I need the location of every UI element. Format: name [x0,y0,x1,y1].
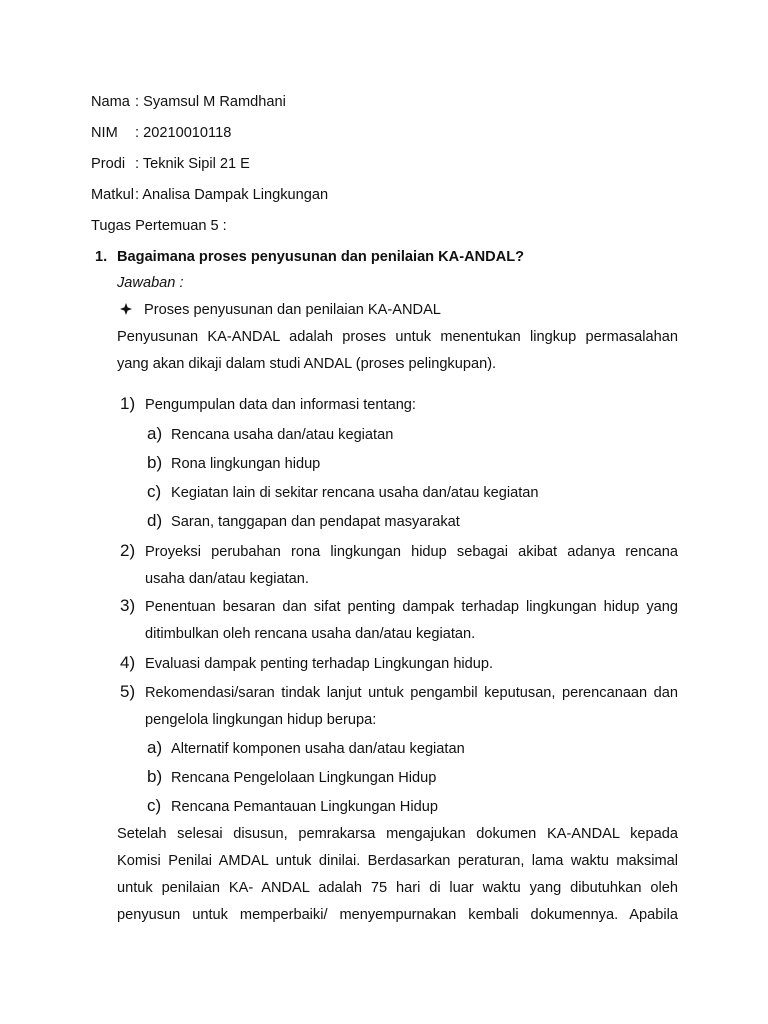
sub-text: Saran, tanggapan dan pendapat masyarakat [171,514,460,530]
sub-letter: b) [147,453,163,472]
sub-letter: a) [147,738,163,757]
sub-letter: a) [147,424,163,443]
matkul-value: : Analisa Dampak Lingkungan [135,187,329,203]
step-number: 3) [120,596,136,615]
sub-text: Rencana usaha dan/atau kegiatan [171,427,394,443]
sub-text: Rencana Pemantauan Lingkungan Hidup [171,799,438,815]
step-number: 2) [120,541,136,560]
step-number: 4) [120,653,136,672]
step-text: Rekomendasi/saran tindak lanjut untuk pengambil keputusan, perencanaan dan [145,685,678,701]
step-text: pengelola lingkungan hidup berupa: [145,712,377,728]
step-number: 1) [120,394,136,413]
step-text: usaha dan/atau kegiatan. [145,571,309,587]
prodi-label: Prodi [91,156,126,172]
tugas-title: Tugas Pertemuan 5 : [91,218,227,234]
step-text: Proyeksi perubahan rona lingkungan hidup sebagai akibat adanya rencana [145,544,678,560]
closing-line: Komisi Penilai AMDAL untuk dinilai. Berdasarkan peraturan, lama waktu maksimal [117,853,678,869]
nama-value: : Syamsul M Ramdhani [135,94,286,110]
sub-letter: b) [147,767,163,786]
nim-value: : 20210010118 [135,125,232,141]
bullet-text: Proses penyusunan dan penilaian KA-ANDAL [144,302,441,318]
prodi-value: : Teknik Sipil 21 E [135,156,250,172]
step-text: Penentuan besaran dan sifat penting dampak terhadap lingkungan hidup yang [145,599,678,615]
sub-letter: d) [147,511,163,530]
step-text: Pengumpulan data dan informasi tentang: [145,397,416,413]
sub-letter: c) [147,482,162,501]
sub-letter: c) [147,796,162,815]
step-text: ditimbulkan oleh rencana usaha dan/atau kegiatan. [145,626,476,642]
matkul-label: Matkul [91,187,134,203]
sub-text: Rencana Pengelolaan Lingkungan Hidup [171,770,437,786]
diamond-bullet-icon [120,303,132,315]
sub-text: Alternatif komponen usaha dan/atau kegiatan [171,741,465,757]
intro-line: yang akan dikaji dalam studi ANDAL (proses pelingkupan). [117,356,497,372]
step-text: Evaluasi dampak penting terhadap Lingkungan hidup. [145,656,494,672]
closing-line: penyusun untuk memperbaiki/ menyempurnakan kembali dokumennya. Apabila [117,907,678,923]
question-text: Bagaimana proses penyusunan dan penilaian KA-ANDAL? [117,249,525,265]
answer-label: Jawaban : [117,275,184,291]
nim-label: NIM [91,125,118,141]
nama-label: Nama [91,94,130,110]
question-number: 1. [95,249,108,265]
closing-line: Setelah selesai disusun, pemrakarsa mengajukan dokumen KA-ANDAL kepada [117,826,678,842]
intro-line: Penyusunan KA-ANDAL adalah proses untuk menentukan lingkup permasalahan [117,329,678,345]
closing-line: untuk penilaian KA- ANDAL adalah 75 hari di luar waktu yang dibutuhkan oleh [117,880,678,896]
step-number: 5) [120,682,136,701]
sub-text: Kegiatan lain di sekitar rencana usaha dan/atau kegiatan [171,485,539,501]
sub-text: Rona lingkungan hidup [171,456,321,472]
